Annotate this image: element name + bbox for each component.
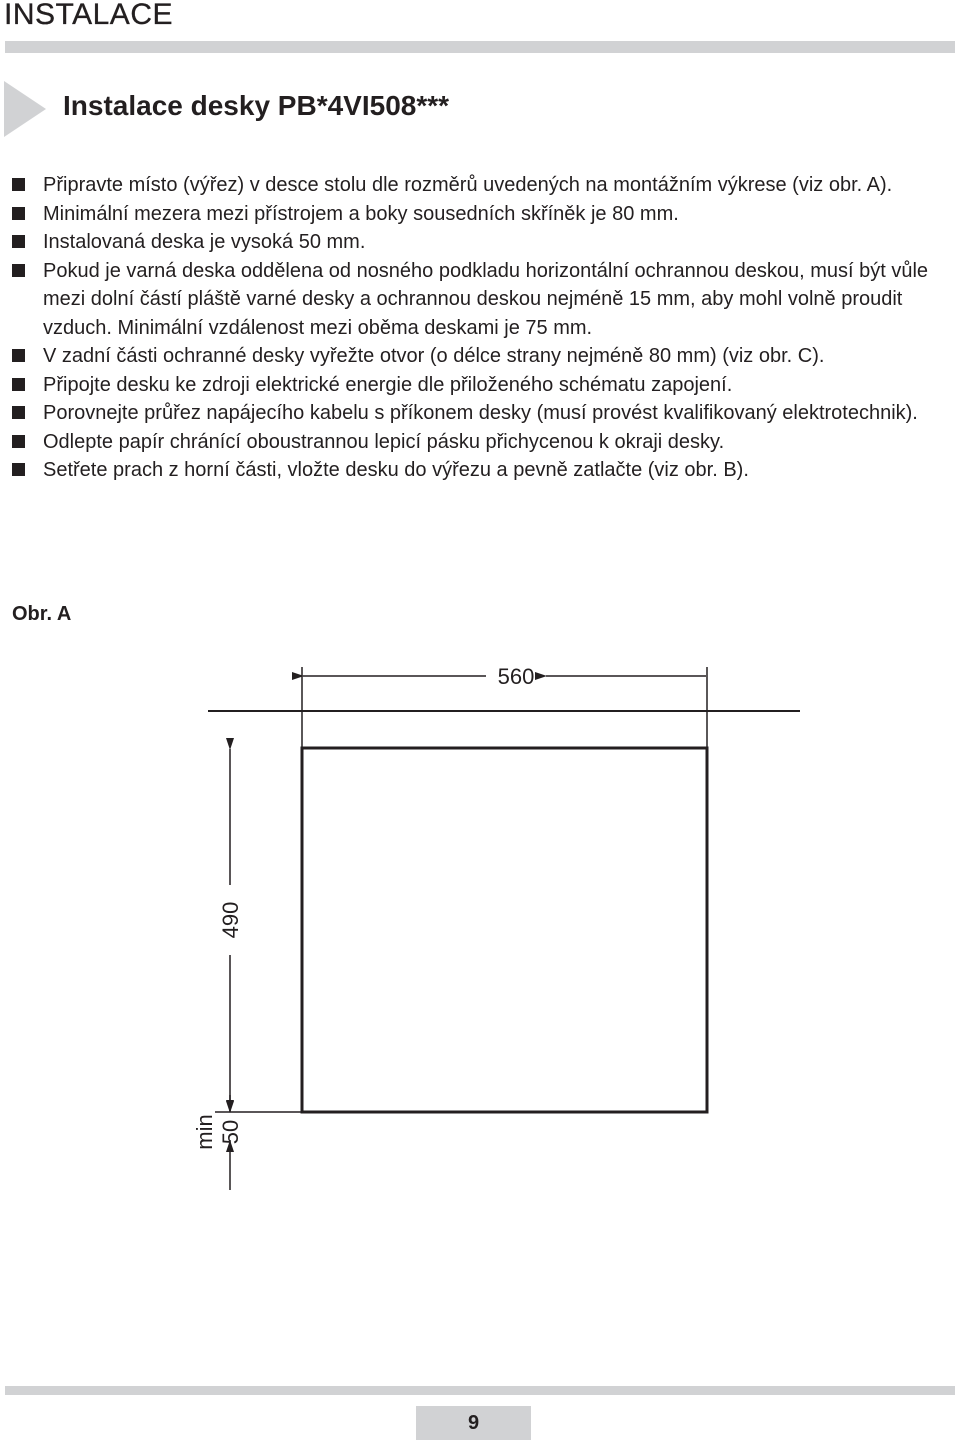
list-item xyxy=(12,456,958,485)
list-item xyxy=(12,428,958,457)
step-text: Pokud je varná deska oddělena od nosného podkladu horizontální ochrannou deskou, musí být vůle mezi dolní částí pláště varné desky a ochrannou deskou nejméně 15 mm, aby mohl volně proudit vzduch. Minimální vzdálenost mezi oběma deskami je 75 mm. xyxy=(43,259,929,339)
square-bullet-icon xyxy=(12,178,25,191)
square-bullet-icon xyxy=(12,463,25,476)
step-text: Připojte desku ke zdroji elektrické energie dle přiloženého schématu zapojení. xyxy=(43,373,733,396)
page-heading: Instalace desky PB*4VI508*** xyxy=(63,90,450,121)
list-item xyxy=(12,228,958,257)
list-item xyxy=(12,200,958,229)
square-bullet-icon xyxy=(12,406,25,419)
square-bullet-icon xyxy=(12,207,25,220)
square-bullet-icon xyxy=(12,435,25,448)
square-bullet-icon xyxy=(12,235,25,248)
installation-steps xyxy=(12,171,958,485)
step-text: Setřete prach z horní části, vložte desku do výřezu a pevně zatlačte (viz obr. B). xyxy=(43,459,749,481)
edge-dimension: 50 xyxy=(218,1119,243,1145)
square-bullet-icon xyxy=(12,264,25,277)
square-bullet-icon xyxy=(12,378,25,391)
min-label: min xyxy=(192,1114,217,1150)
step-text: Porovnejte průřez napájecího kabelu s příkonem desky (musí provést kvalifikovaný elektrotechnik). xyxy=(43,402,918,424)
cutout-outline xyxy=(302,748,707,1112)
depth-dimension: 490 xyxy=(218,901,243,939)
top-divider xyxy=(5,41,955,53)
heading-arrow-icon xyxy=(4,81,46,137)
cutout-diagram xyxy=(0,640,960,1210)
list-item xyxy=(12,257,958,343)
list-item xyxy=(12,342,958,371)
list-item xyxy=(12,171,958,200)
bottom-divider xyxy=(5,1386,955,1395)
list-item xyxy=(12,371,958,400)
page-number: 9 xyxy=(416,1406,531,1440)
step-text: V zadní části ochranné desky vyřežte otvor (o délce strany nejméně 80 mm) (viz obr. C). xyxy=(43,345,825,367)
step-text: Odlepte papír chránící oboustrannou lepicí pásku přichycenou k okraji desky. xyxy=(43,430,725,453)
square-bullet-icon xyxy=(12,349,25,362)
section-title: INSTALACE xyxy=(4,0,173,31)
width-dimension: 560 xyxy=(497,664,535,689)
step-text: Minimální mezera mezi přístrojem a boky sousedních skříněk je 80 mm. xyxy=(43,202,679,225)
step-text: Připravte místo (výřez) v desce stolu dle rozměrů uvedených na montážním výkrese (viz obr. A). xyxy=(43,174,893,196)
figure-label: Obr. A xyxy=(12,603,72,625)
list-item xyxy=(12,399,958,428)
step-text: Instalovaná deska je vysoká 50 mm. xyxy=(43,231,366,253)
